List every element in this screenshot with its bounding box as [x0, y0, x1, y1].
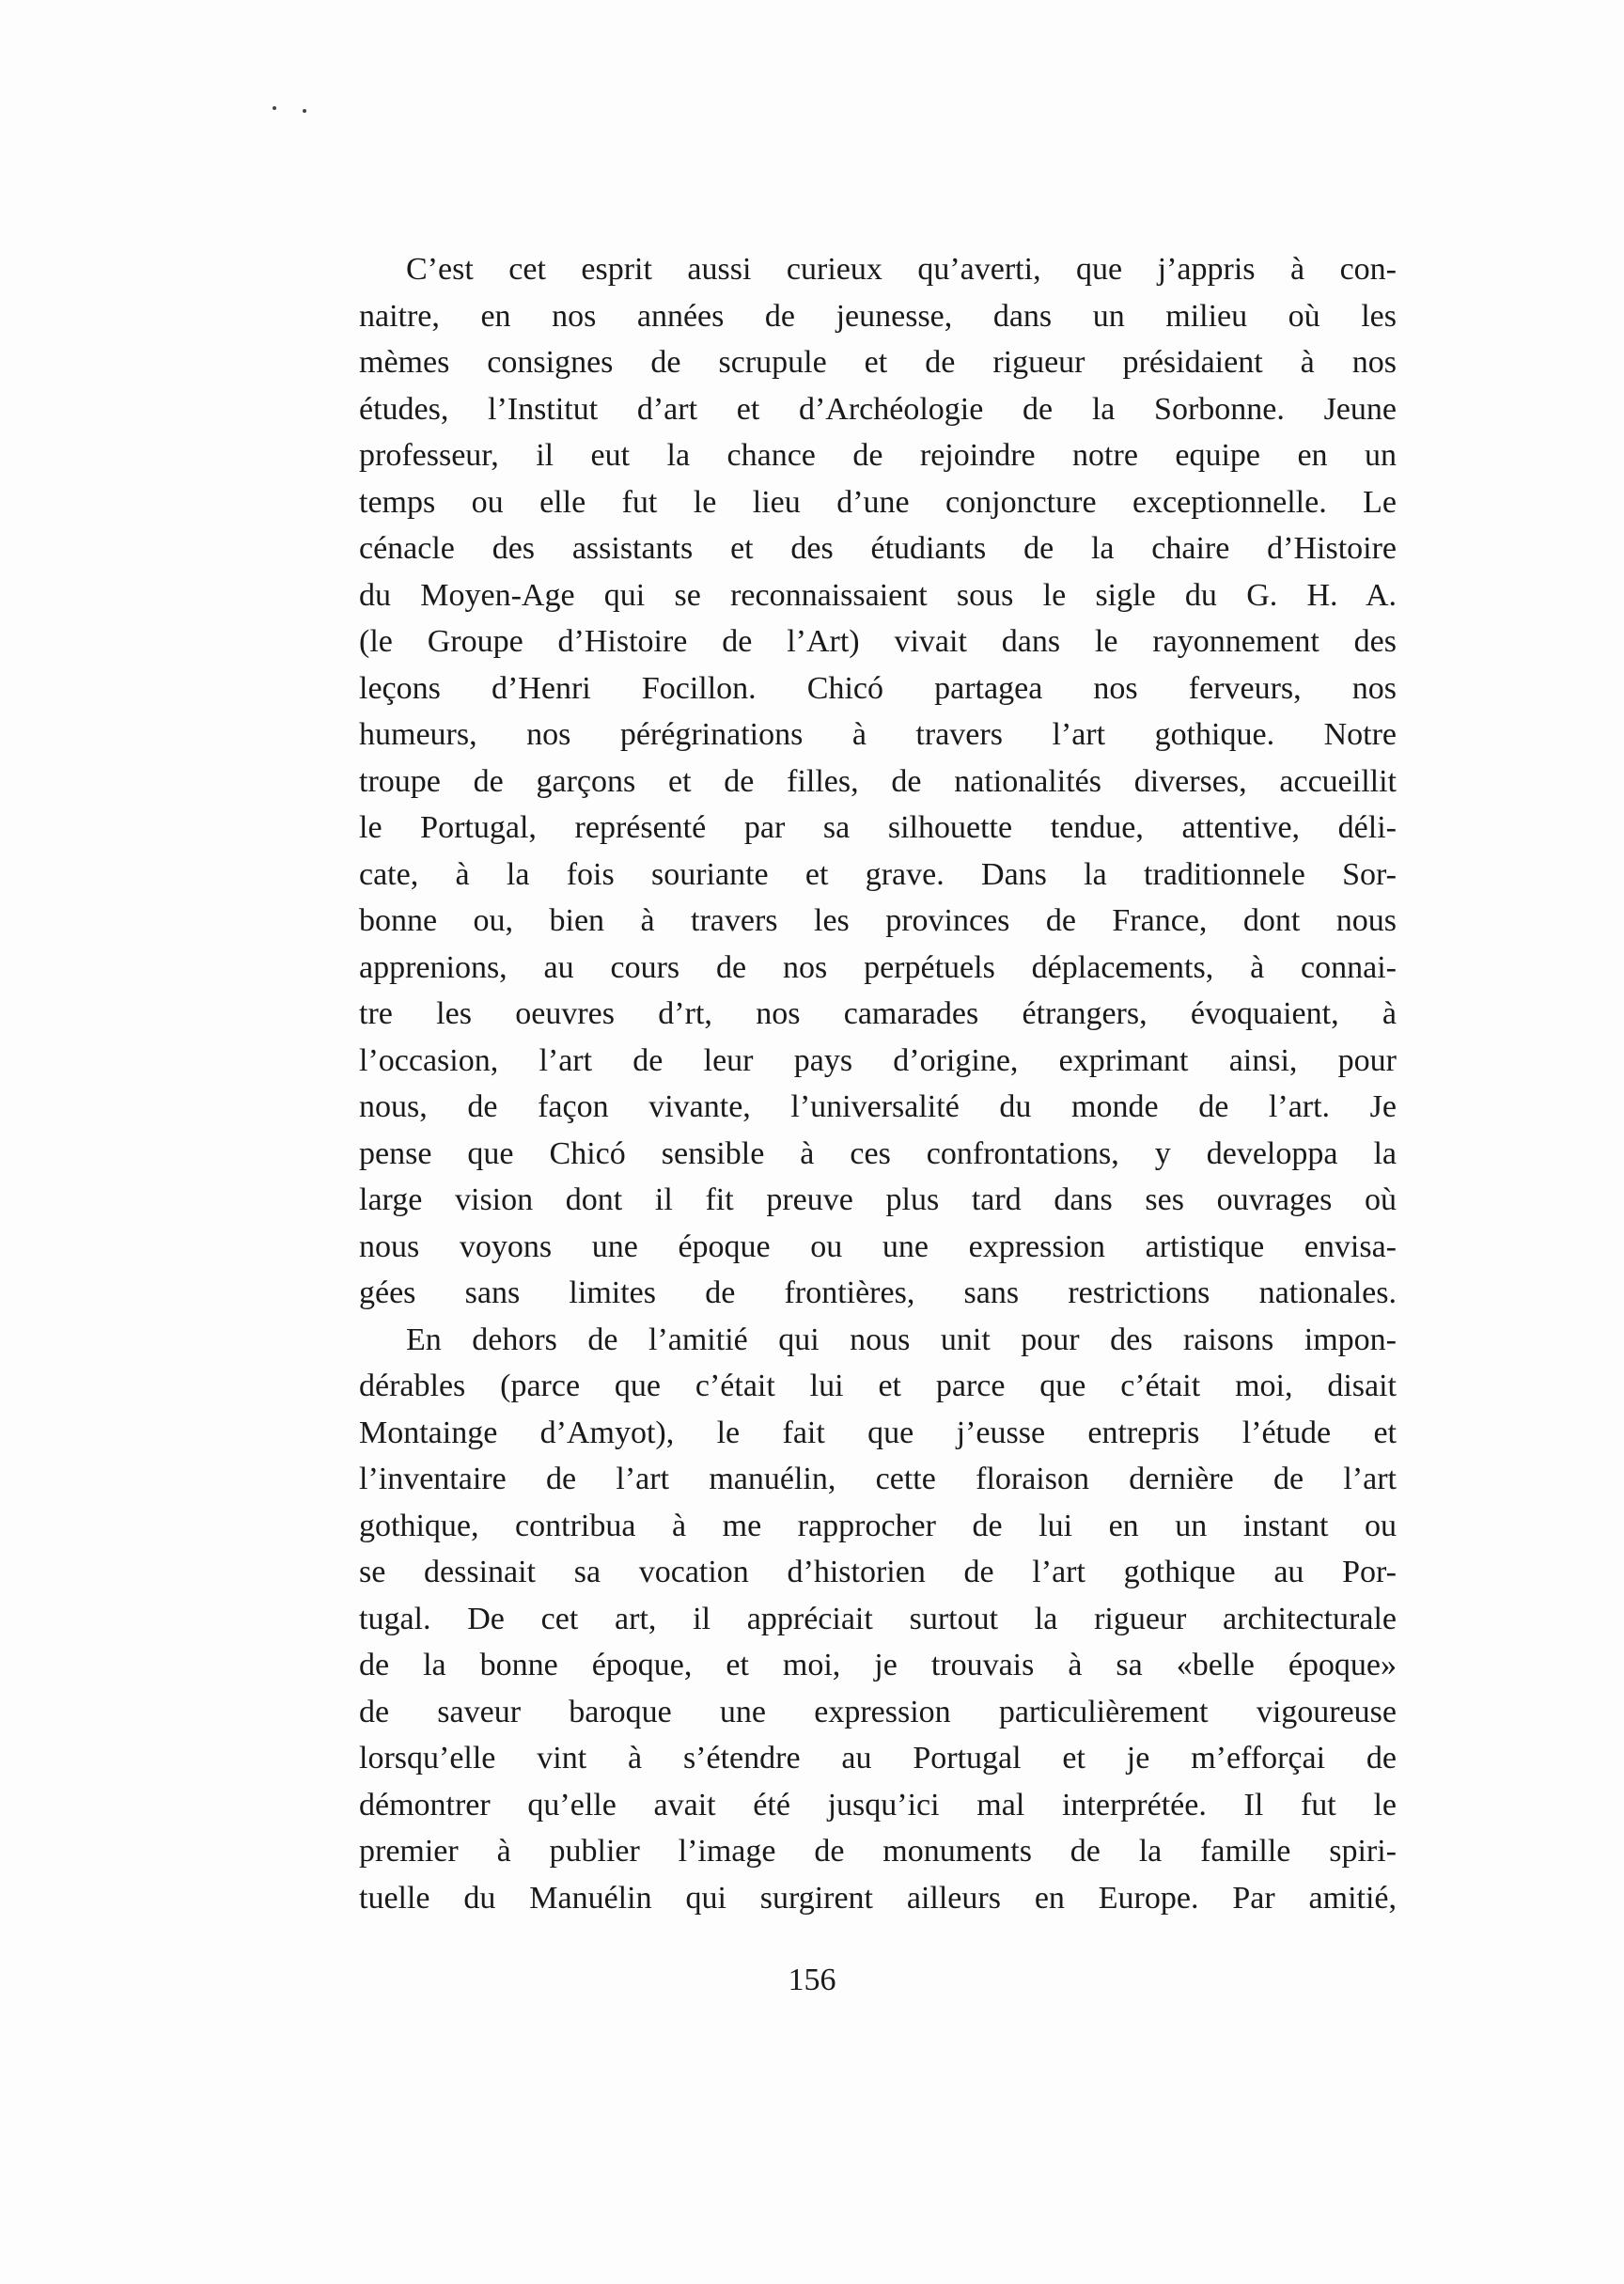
- text-line: pense que Chicó sensible à ces confrontations, y developpa la: [359, 1135, 1397, 1171]
- text-line: démontrer qu’elle avait été jusqu’ici mal interprétée. Il fut le: [359, 1787, 1397, 1823]
- text-line: C’est cet esprit aussi curieux qu’averti, que j’appris à con-: [406, 252, 1397, 287]
- text-line: (le Groupe d’Histoire de l’Art) vivait dans le rayonnement des: [359, 624, 1397, 659]
- text-line: gées sans limites de frontières, sans restrictions nationales.: [359, 1275, 1397, 1310]
- text-line: naitre, en nos années de jeunesse, dans un milieu où les: [359, 298, 1397, 334]
- text-line: troupe de garçons et de filles, de nationalités diverses, accueillit: [359, 763, 1397, 799]
- text-line: gothique, contribua à me rapprocher de lui en un instant ou: [359, 1508, 1397, 1543]
- text-line: cate, à la fois souriante et grave. Dans la traditionnele Sor-: [359, 856, 1397, 892]
- scan-speck: [273, 106, 276, 110]
- text-line: lorsqu’elle vint à s’étendre au Portugal et je m’efforçai de: [359, 1741, 1397, 1776]
- text-line: Montainge d’Amyot), le fait que j’eusse entrepris l’étude et: [359, 1415, 1397, 1450]
- text-line: mèmes consignes de scrupule et de rigueur présidaient à nos: [359, 345, 1397, 380]
- paragraph: [359, 246, 1397, 1317]
- text-line: tre les oeuvres d’rt, nos camarades étrangers, évoquaient, à: [359, 996, 1397, 1031]
- text-line: se dessinait sa vocation d’historien de l’art gothique au Por-: [359, 1555, 1397, 1589]
- text-line: dérables (parce que c’était lui et parce que c’était moi, disait: [359, 1369, 1397, 1403]
- text-line: apprenions, au cours de nos perpétuels déplacements, à connai-: [359, 949, 1397, 985]
- text-line: premier à publier l’image de monuments de la famille spiri-: [359, 1834, 1397, 1869]
- text-line: En dehors de l’amitié qui nous unit pour des raisons impon-: [406, 1322, 1397, 1357]
- text-line: tuelle du Manuélin qui surgirent ailleurs en Europe. Par amitié,: [359, 1880, 1397, 1916]
- scan-speck: [303, 109, 306, 113]
- text-line: études, l’Institut d’art et d’Archéologie de la Sorbonne. Jeune: [359, 391, 1397, 427]
- text-line: nous, de façon vivante, l’universalité du monde de l’art. Je: [359, 1089, 1397, 1124]
- text-line: humeurs, nos pérégrinations à travers l’art gothique. Notre: [359, 717, 1397, 752]
- page-number: 156: [788, 1963, 836, 1997]
- text-line: nous voyons une époque ou une expression artistique envisa-: [359, 1228, 1397, 1264]
- text-line: le Portugal, représenté par sa silhouette tendue, attentive, déli-: [359, 810, 1397, 845]
- text-line: professeur, il eut la chance de rejoindre notre equipe en un: [359, 438, 1397, 473]
- text-line: du Moyen-Age qui se reconnaissaient sous le sigle du G. H. A.: [359, 577, 1397, 613]
- text-line: large vision dont il fit preuve plus tard dans ses ouvrages où: [359, 1182, 1397, 1217]
- text-line: temps ou elle fut le lieu d’une conjoncture exceptionnelle. Le: [359, 484, 1397, 520]
- paragraph: [359, 1317, 1397, 1922]
- body-text: [359, 246, 1397, 1921]
- text-line: de la bonne époque, et moi, je trouvais à sa «belle époque»: [359, 1648, 1397, 1682]
- text-line: l’inventaire de l’art manuélin, cette floraison dernière de l’art: [359, 1462, 1397, 1496]
- text-line: leçons d’Henri Focillon. Chicó partagea nos ferveurs, nos: [359, 670, 1397, 706]
- text-line: tugal. De cet art, il appréciait surtout la rigueur architecturale: [359, 1601, 1397, 1636]
- text-line: cénacle des assistants et des étudiants de la chaire d’Histoire: [359, 531, 1397, 566]
- text-line: bonne ou, bien à travers les provinces de France, dont nous: [359, 903, 1397, 938]
- text-line: l’occasion, l’art de leur pays d’origine, exprimant ainsi, pour: [359, 1042, 1397, 1078]
- text-line: de saveur baroque une expression particulièrement vigoureuse: [359, 1694, 1397, 1729]
